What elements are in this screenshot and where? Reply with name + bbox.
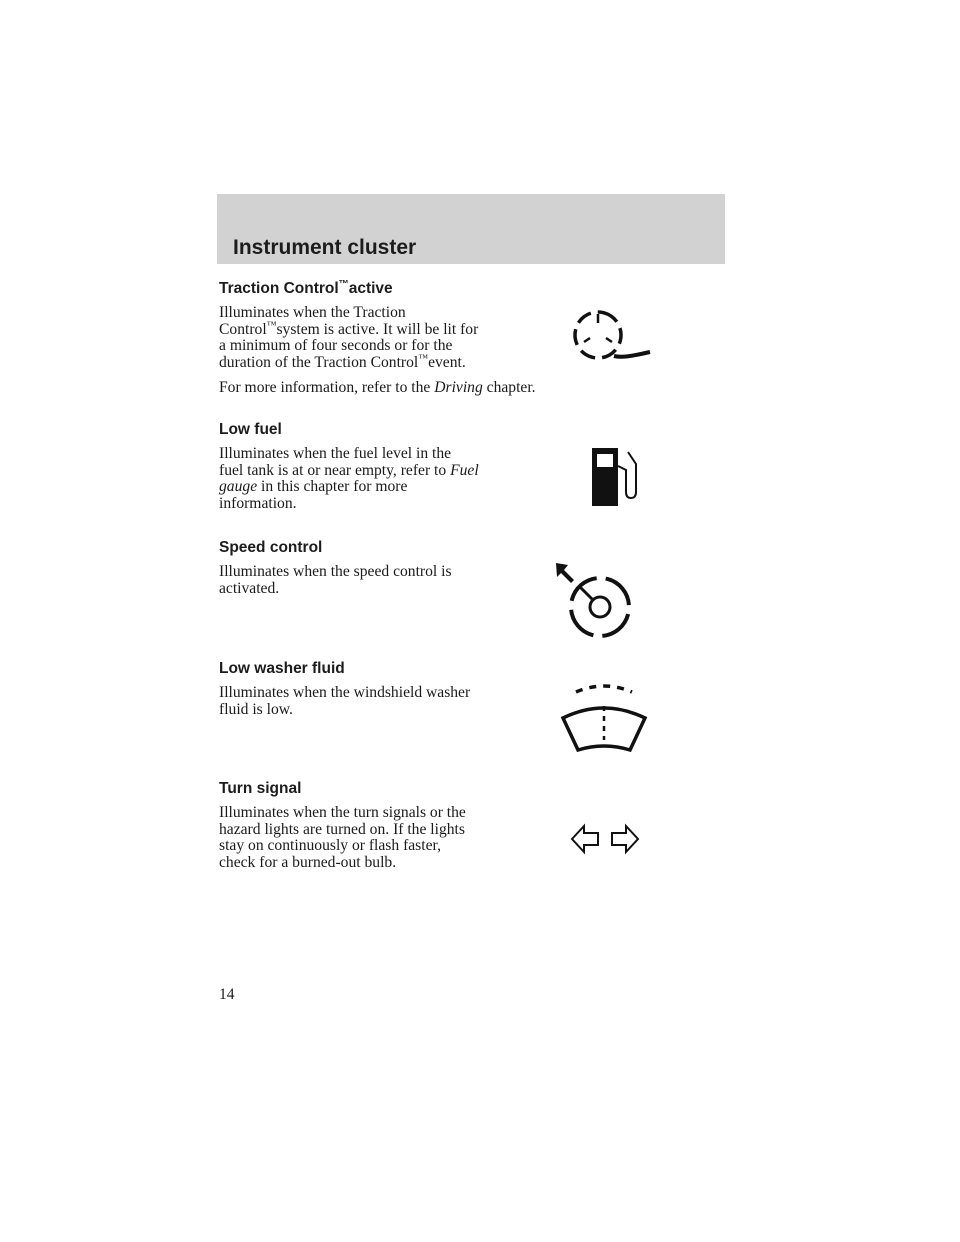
left-arrow-icon: [572, 826, 598, 852]
section-low-fuel: [219, 420, 479, 513]
section-body: Illuminates when the windshield washer fluid is low.: [219, 684, 471, 718]
fuel-pump-icon: [588, 444, 644, 508]
section-heading: Low fuel: [219, 421, 282, 438]
section-body: Illuminates when the turn signals or the hazard lights are turned on. If the lights stay on continuously or flash faster, check for a burned-out bulb.: [219, 804, 466, 872]
section-note: For more information, refer to the Driving chapter.: [219, 378, 536, 396]
section-heading: Speed control: [219, 539, 323, 556]
section-low-washer-fluid: [219, 659, 479, 718]
speed-control-icon: [554, 560, 644, 640]
right-arrow-icon: [612, 826, 638, 852]
turn-signal-icon: [570, 822, 642, 856]
traction-control-icon: [570, 308, 654, 364]
section-body: Illuminates when the fuel level in the fuel tank is at or near empty, refer to Fuel gauge in this chapter for more information.: [219, 445, 479, 513]
page-number: 14: [219, 986, 235, 1003]
section-body: Illuminates when the speed control is activated.: [219, 563, 452, 597]
section-body: Illuminates when the Traction Control™system is active. It will be lit for a minimum of four seconds or for the duration of the Traction Control™event.: [219, 304, 479, 372]
section-heading: Low washer fluid: [219, 660, 345, 677]
washer-fluid-icon: [558, 684, 650, 756]
section-heading: Turn signal: [219, 780, 302, 797]
section-speed-control: [219, 538, 479, 597]
section-heading: Traction Control™active: [219, 278, 393, 297]
page-title: Instrument cluster: [233, 236, 417, 259]
header-band: [217, 194, 725, 264]
section-turn-signal: [219, 779, 479, 872]
trademark-symbol: ™: [338, 278, 349, 290]
